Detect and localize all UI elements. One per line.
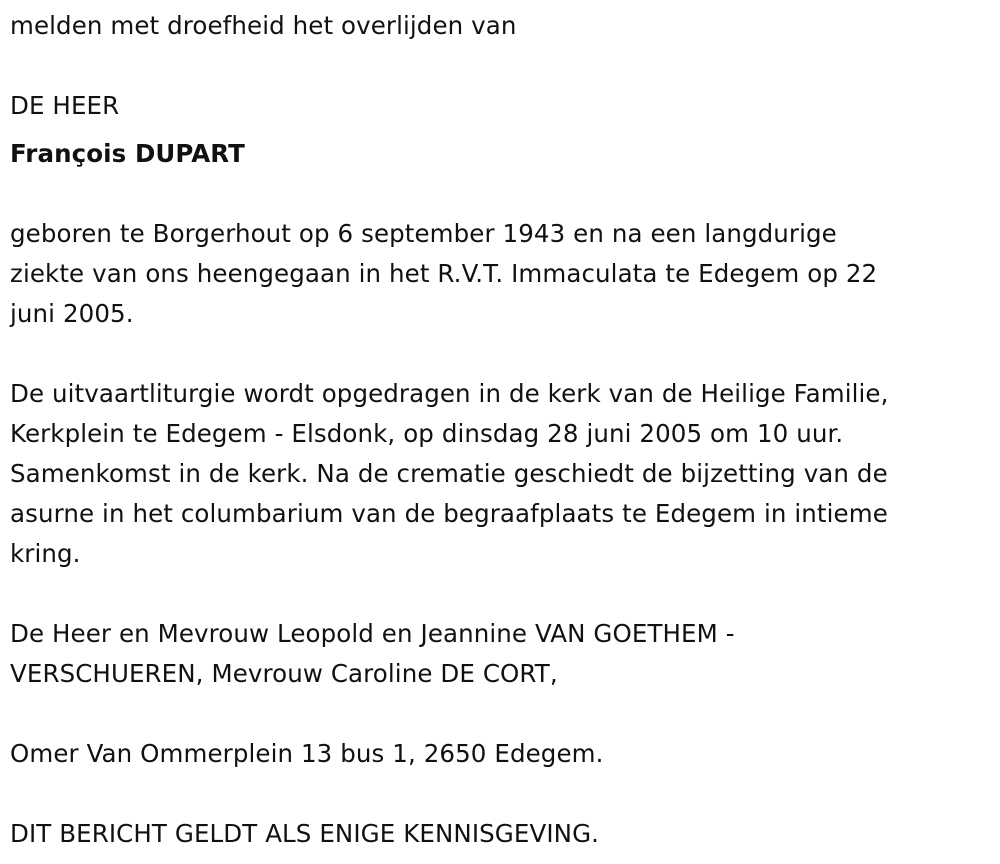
honorific-title: DE HEER	[10, 91, 120, 120]
spacer	[10, 126, 970, 134]
address-line: Omer Van Ommerplein 13 bus 1, 2650 Edegem.	[10, 739, 604, 768]
spacer	[10, 694, 970, 734]
spacer	[10, 46, 970, 86]
spacer	[10, 574, 970, 614]
closing-line: DIT BERICHT GELDT ALS ENIGE KENNISGEVING.	[10, 819, 600, 848]
intro-text: melden met droefheid het overlijden van	[10, 11, 517, 40]
deceased-name: François DUPART	[10, 139, 245, 168]
death-notice	[10, 6, 970, 854]
spacer	[10, 334, 970, 374]
family-paragraph: De Heer en Mevrouw Leopold en Jeannine VAN GOETHEM - VERSCHUEREN, Mevrouw Caroline DE CORT,	[10, 619, 735, 688]
spacer	[10, 774, 970, 814]
ceremony-paragraph: De uitvaartliturgie wordt opgedragen in de kerk van de Heilige Familie, Kerkplein te Edegem - Elsdonk, op dinsdag 28 juni 2005 om 10 uur. Samenkomst in de kerk. Na de crematie geschiedt de bijzetting van de asurne in het columbarium van de begraafplaats te Edegem in intieme kring.	[10, 379, 889, 568]
spacer	[10, 174, 970, 214]
birth-death-paragraph: geboren te Borgerhout op 6 september 1943 en na een langdurige ziekte van ons heengegaan in het R.V.T. Immaculata te Edegem op 22 juni 2005.	[10, 219, 878, 328]
